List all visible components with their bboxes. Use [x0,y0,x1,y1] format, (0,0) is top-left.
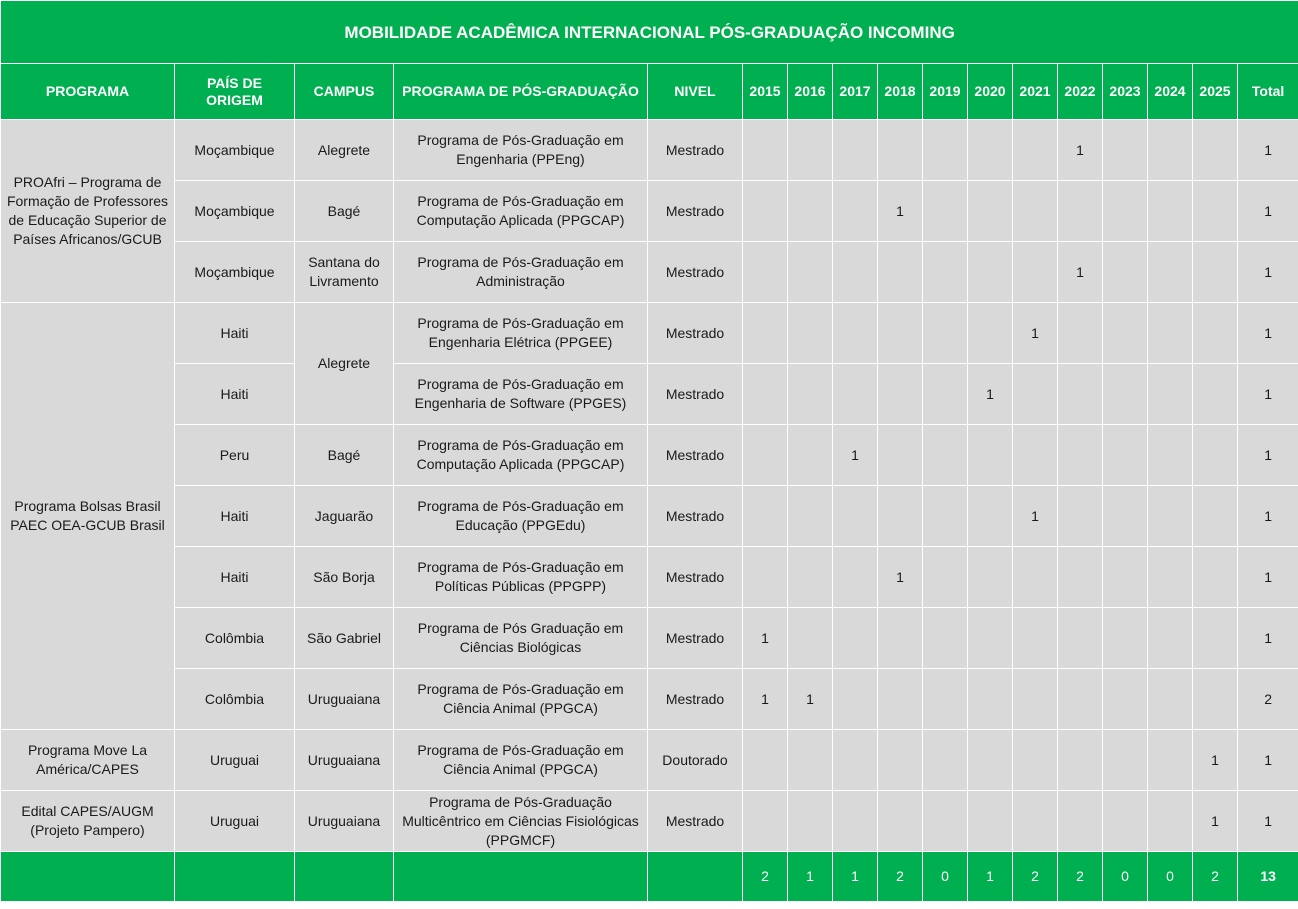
year-value-cell [743,730,788,791]
pais-cell: Haiti [175,364,295,425]
year-value-cell [788,730,833,791]
year-value-cell: 1 [1058,120,1103,181]
programa-cell: PROAfri – Programa de Formação de Professores de Educação Superior de Países Africanos/GCUB [1,120,175,303]
year-total-cell: 1 [833,852,878,902]
year-value-cell [1103,669,1148,730]
year-value-cell: 1 [1058,242,1103,303]
year-value-cell [968,669,1013,730]
year-total-cell: 2 [878,852,923,902]
pais-cell: Colômbia [175,608,295,669]
row-total-cell: 1 [1238,181,1298,242]
pais-cell: Peru [175,425,295,486]
year-value-cell [833,669,878,730]
totals-row [1,852,1298,902]
year-value-cell: 1 [968,364,1013,425]
year-value-cell [788,181,833,242]
year-value-cell [1148,730,1193,791]
year-value-cell [833,303,878,364]
ppg-cell: Programa de Pós-Graduação em Educação (PPGEdu) [394,486,648,547]
nivel-cell: Mestrado [648,425,743,486]
year-value-cell [788,547,833,608]
year-value-cell [833,486,878,547]
year-value-cell [1013,120,1058,181]
year-value-cell [968,486,1013,547]
year-value-cell: 1 [1193,730,1238,791]
table-row [1,303,1298,364]
year-value-cell: 1 [788,669,833,730]
year-value-cell [1193,547,1238,608]
year-value-cell [923,242,968,303]
pais-cell: Moçambique [175,181,295,242]
year-total-cell: 2 [743,852,788,902]
nivel-cell: Mestrado [648,303,743,364]
year-value-cell [1058,669,1103,730]
year-value-cell [923,791,968,852]
year-total-cell: 0 [923,852,968,902]
year-value-cell [923,547,968,608]
nivel-cell: Mestrado [648,669,743,730]
year-value-cell: 1 [1193,791,1238,852]
row-total-cell: 1 [1238,791,1298,852]
year-value-cell [1013,181,1058,242]
year-value-cell [1103,486,1148,547]
nivel-cell: Doutorado [648,730,743,791]
year-total-cell: 0 [1148,852,1193,902]
ppg-cell: Programa de Pós-Graduação Multicêntrico em Ciências Fisiológicas (PPGMCF) [394,791,648,852]
table-row [1,730,1298,791]
header-year: 2024 [1148,64,1193,120]
year-value-cell [1148,791,1193,852]
year-value-cell [968,242,1013,303]
year-value-cell [1148,425,1193,486]
year-value-cell [923,120,968,181]
row-total-cell: 1 [1238,730,1298,791]
pais-cell: Uruguai [175,730,295,791]
totals-empty-cell [394,852,648,902]
header-nivel: NIVEL [648,64,743,120]
header-programa: PROGRAMA [1,64,175,120]
year-value-cell: 1 [833,425,878,486]
year-value-cell [1058,791,1103,852]
year-value-cell [1148,608,1193,669]
table-row [1,364,1298,425]
year-value-cell [923,608,968,669]
campus-cell: Uruguaiana [295,730,394,791]
year-value-cell [1148,364,1193,425]
ppg-cell: Programa de Pós-Graduação em Ciência Animal (PPGCA) [394,730,648,791]
year-value-cell [1058,181,1103,242]
year-value-cell [878,486,923,547]
year-total-cell: 2 [1058,852,1103,902]
header-year: 2022 [1058,64,1103,120]
campus-cell: Bagé [295,425,394,486]
year-value-cell [1103,181,1148,242]
header-year: 2016 [788,64,833,120]
campus-cell: Uruguaiana [295,791,394,852]
year-value-cell: 1 [878,547,923,608]
year-value-cell [743,547,788,608]
year-value-cell [878,303,923,364]
header-year: 2025 [1193,64,1238,120]
ppg-cell: Programa de Pós-Graduação em Engenharia Elétrica (PPGEE) [394,303,648,364]
table-row [1,425,1298,486]
header-year: 2018 [878,64,923,120]
year-value-cell [1013,669,1058,730]
nivel-cell: Mestrado [648,791,743,852]
row-total-cell: 1 [1238,364,1298,425]
nivel-cell: Mestrado [648,120,743,181]
year-value-cell [833,364,878,425]
year-value-cell [968,425,1013,486]
table-row [1,608,1298,669]
year-value-cell [833,547,878,608]
header-year: 2015 [743,64,788,120]
ppg-cell: Programa de Pós-Graduação em Ciência Animal (PPGCA) [394,669,648,730]
pais-cell: Moçambique [175,242,295,303]
pais-cell: Uruguai [175,791,295,852]
row-total-cell: 1 [1238,486,1298,547]
year-value-cell [1103,303,1148,364]
year-value-cell [1193,669,1238,730]
year-value-cell [743,791,788,852]
totals-empty-cell [295,852,394,902]
programa-cell: Programa Move La América/CAPES [1,730,175,791]
nivel-cell: Mestrado [648,486,743,547]
year-value-cell [1013,364,1058,425]
year-value-cell [1193,242,1238,303]
programa-cell: Programa Bolsas Brasil PAEC OEA-GCUB Brasil [1,303,175,730]
year-value-cell [833,608,878,669]
year-value-cell [788,486,833,547]
year-value-cell [923,364,968,425]
year-total-cell: 1 [788,852,833,902]
header-total: Total [1238,64,1298,120]
year-value-cell [968,547,1013,608]
year-value-cell [788,425,833,486]
year-value-cell: 1 [878,181,923,242]
year-value-cell [1103,547,1148,608]
year-value-cell [743,181,788,242]
year-value-cell [1148,242,1193,303]
year-value-cell [1013,547,1058,608]
totals-empty-cell [175,852,295,902]
header-ppg: PROGRAMA DE PÓS-GRADUAÇÃO [394,64,648,120]
year-value-cell [1193,181,1238,242]
campus-cell: Uruguaiana [295,669,394,730]
year-value-cell [878,425,923,486]
ppg-cell: Programa de Pós-Graduação em Engenharia (PPEng) [394,120,648,181]
year-value-cell [878,669,923,730]
year-value-cell [878,730,923,791]
year-value-cell [923,669,968,730]
year-value-cell: 1 [1013,303,1058,364]
ppg-cell: Programa de Pós-Graduação em Administração [394,242,648,303]
year-value-cell [788,242,833,303]
year-value-cell [833,730,878,791]
year-value-cell [1103,608,1148,669]
year-value-cell [923,181,968,242]
row-total-cell: 1 [1238,547,1298,608]
year-value-cell [1193,608,1238,669]
year-value-cell [1148,303,1193,364]
header-campus: CAMPUS [295,64,394,120]
totals-empty-cell [1,852,175,902]
year-value-cell [743,425,788,486]
year-value-cell [878,120,923,181]
year-value-cell [1013,425,1058,486]
year-value-cell [1058,486,1103,547]
pais-cell: Haiti [175,486,295,547]
year-value-cell [1103,425,1148,486]
year-value-cell [1103,730,1148,791]
year-value-cell [1058,730,1103,791]
year-value-cell [1058,608,1103,669]
totals-empty-cell [648,852,743,902]
year-value-cell [968,608,1013,669]
year-value-cell [1058,425,1103,486]
year-value-cell [1193,486,1238,547]
year-value-cell [788,303,833,364]
year-value-cell [1103,120,1148,181]
year-value-cell [788,791,833,852]
row-total-cell: 1 [1238,242,1298,303]
header-year: 2023 [1103,64,1148,120]
pais-cell: Moçambique [175,120,295,181]
table-body [1,120,1298,852]
nivel-cell: Mestrado [648,181,743,242]
year-value-cell [968,120,1013,181]
year-value-cell: 1 [743,608,788,669]
year-value-cell [1148,120,1193,181]
campus-cell: São Borja [295,547,394,608]
year-value-cell [788,608,833,669]
ppg-cell: Programa de Pós-Graduação em Políticas Públicas (PPGPP) [394,547,648,608]
year-value-cell [833,181,878,242]
grand-total-cell: 13 [1238,852,1298,902]
year-total-cell: 0 [1103,852,1148,902]
year-value-cell [1148,181,1193,242]
row-total-cell: 2 [1238,669,1298,730]
year-value-cell: 1 [743,669,788,730]
year-value-cell [923,425,968,486]
year-value-cell [1193,303,1238,364]
row-total-cell: 1 [1238,608,1298,669]
campus-cell: Jaguarão [295,486,394,547]
campus-cell: São Gabriel [295,608,394,669]
year-value-cell [878,242,923,303]
table-row [1,547,1298,608]
pais-cell: Haiti [175,547,295,608]
year-value-cell [923,730,968,791]
year-value-cell [1103,242,1148,303]
campus-cell: Santana do Livramento [295,242,394,303]
year-value-cell: 1 [1013,486,1058,547]
pais-cell: Colômbia [175,669,295,730]
nivel-cell: Mestrado [648,608,743,669]
table-row [1,486,1298,547]
year-value-cell [968,181,1013,242]
year-value-cell [968,730,1013,791]
year-value-cell [1058,364,1103,425]
year-value-cell [833,791,878,852]
header-year: 2017 [833,64,878,120]
year-value-cell [968,303,1013,364]
year-value-cell [1058,547,1103,608]
year-value-cell [1148,669,1193,730]
year-value-cell [1103,791,1148,852]
row-total-cell: 1 [1238,303,1298,364]
table-row [1,669,1298,730]
campus-cell: Alegrete [295,303,394,425]
table-title: MOBILIDADE ACADÊMICA INTERNACIONAL PÓS-GRADUAÇÃO INCOMING [1,1,1298,64]
year-value-cell [1013,608,1058,669]
year-value-cell [743,364,788,425]
year-value-cell [743,242,788,303]
nivel-cell: Mestrado [648,242,743,303]
year-value-cell [743,486,788,547]
campus-cell: Bagé [295,181,394,242]
year-value-cell [968,791,1013,852]
year-value-cell [743,303,788,364]
header-year: 2020 [968,64,1013,120]
year-value-cell [1148,547,1193,608]
year-value-cell [878,791,923,852]
ppg-cell: Programa de Pós-Graduação em Computação Aplicada (PPGCAP) [394,181,648,242]
header-year: 2019 [923,64,968,120]
programa-cell: Edital CAPES/AUGM (Projeto Pampero) [1,791,175,852]
year-value-cell [788,120,833,181]
year-total-cell: 2 [1013,852,1058,902]
year-value-cell [1193,425,1238,486]
ppg-cell: Programa de Pós-Graduação em Computação Aplicada (PPGCAP) [394,425,648,486]
row-total-cell: 1 [1238,425,1298,486]
ppg-cell: Programa de Pós-Graduação em Engenharia de Software (PPGES) [394,364,648,425]
year-value-cell [1193,364,1238,425]
row-total-cell: 1 [1238,120,1298,181]
year-total-cell: 2 [1193,852,1238,902]
ppg-cell: Programa de Pós Graduação em Ciências Biológicas [394,608,648,669]
table-row [1,120,1298,181]
year-value-cell [1103,364,1148,425]
year-value-cell [833,120,878,181]
year-value-cell [1058,303,1103,364]
year-value-cell [743,120,788,181]
year-value-cell [833,242,878,303]
year-value-cell [878,364,923,425]
nivel-cell: Mestrado [648,547,743,608]
year-value-cell [1013,730,1058,791]
year-value-cell [1193,120,1238,181]
table-row [1,242,1298,303]
table-row [1,181,1298,242]
year-value-cell [788,364,833,425]
campus-cell: Alegrete [295,120,394,181]
pais-cell: Haiti [175,303,295,364]
year-value-cell [1148,486,1193,547]
year-value-cell [1013,791,1058,852]
header-pais: PAÍS DE ORIGEM [175,64,295,120]
year-value-cell [1013,242,1058,303]
header-year: 2021 [1013,64,1058,120]
year-value-cell [923,303,968,364]
year-value-cell [923,486,968,547]
nivel-cell: Mestrado [648,364,743,425]
year-value-cell [878,608,923,669]
table-row [1,791,1298,852]
year-total-cell: 1 [968,852,1013,902]
